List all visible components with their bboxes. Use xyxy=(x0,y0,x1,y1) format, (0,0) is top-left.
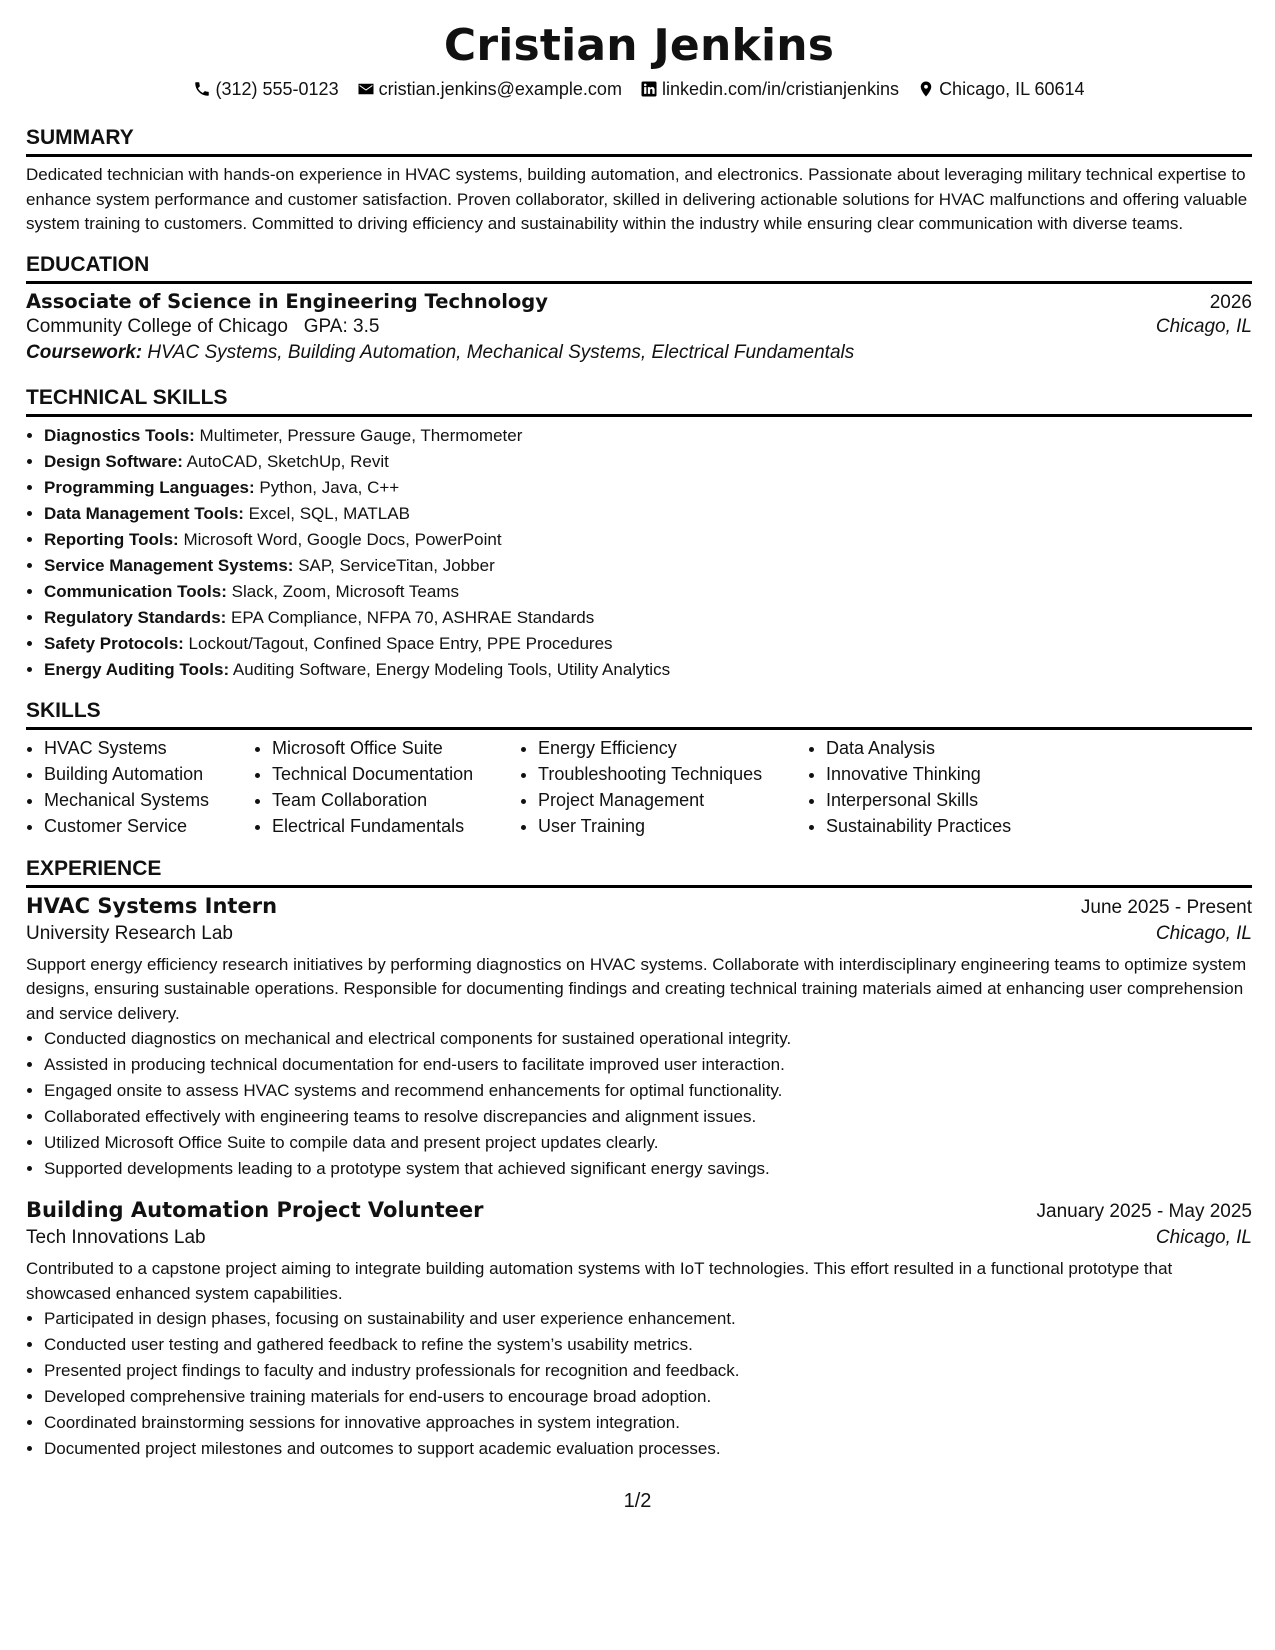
list-item: • Documented project milestones and outcomes to support academic evaluation processes. xyxy=(44,1436,1252,1462)
contact-email[interactable] xyxy=(357,76,622,102)
skills-column-3 xyxy=(520,735,808,839)
list-item xyxy=(44,631,1252,657)
job-location: Chicago, IL xyxy=(1155,1227,1252,1248)
list-item: • Developed comprehensive training materials for end-users to encourage broad adoption. xyxy=(44,1384,1252,1410)
experience-heading: EXPERIENCE xyxy=(26,855,1252,888)
list-item xyxy=(44,475,1252,501)
linkedin-icon xyxy=(640,80,658,98)
skills-column-1 xyxy=(26,735,254,839)
skills-heading: SKILLS xyxy=(26,697,1252,730)
job-title: Building Automation Project Volunteer xyxy=(26,1198,484,1222)
coursework xyxy=(26,342,1252,364)
job-dates: January 2025 - May 2025 xyxy=(1036,1201,1252,1222)
skills-section xyxy=(26,697,1252,839)
resume-page xyxy=(26,18,1252,1462)
skill-value: AutoCAD, SketchUp, Revit xyxy=(186,451,389,471)
list-item: • Building Automation xyxy=(44,761,254,787)
list-item: • Electrical Fundamentals xyxy=(272,813,520,839)
job-dates: June 2025 - Present xyxy=(1080,896,1252,918)
list-item xyxy=(44,579,1252,605)
experience-section xyxy=(26,855,1252,1463)
skill-label: Design Software: xyxy=(44,451,183,471)
job-header xyxy=(26,1198,1252,1223)
list-item: • Team Collaboration xyxy=(272,787,520,813)
skills-column-4 xyxy=(808,735,1086,839)
candidate-name: Cristian Jenkins xyxy=(443,20,835,71)
technical-skills-section xyxy=(26,384,1252,683)
list-item: • Troubleshooting Techniques xyxy=(538,761,808,787)
skill-value: Python, Java, C++ xyxy=(259,477,400,497)
skill-label: Data Management Tools: xyxy=(44,503,244,523)
skill-label: Communication Tools: xyxy=(44,581,227,601)
job-location: Chicago, IL xyxy=(1155,922,1252,944)
list-item: • Customer Service xyxy=(44,813,254,839)
degree-year: 2026 xyxy=(1209,291,1252,313)
job-bullets xyxy=(26,1026,1252,1182)
list-item: • Energy Efficiency xyxy=(538,735,808,761)
skill-label: Service Management Systems: xyxy=(44,555,294,575)
list-item xyxy=(44,449,1252,475)
list-item: • User Training xyxy=(538,813,808,839)
skill-value: EPA Compliance, NFPA 70, ASHRAE Standards xyxy=(231,607,595,627)
list-item: • Innovative Thinking xyxy=(826,761,1086,787)
list-item: • Sustainability Practices xyxy=(826,813,1086,839)
coursework-label: Coursework: xyxy=(26,341,143,363)
list-item: • Conducted user testing and gathered feedback to refine the system’s usability metrics. xyxy=(44,1332,1252,1358)
degree-row xyxy=(26,290,1252,314)
list-item xyxy=(44,423,1252,449)
list-item: • Utilized Microsoft Office Suite to compile data and present project updates clearly. xyxy=(44,1130,1252,1156)
job-org: Tech Innovations Lab xyxy=(26,1227,206,1248)
list-item xyxy=(44,527,1252,553)
school-row xyxy=(26,316,1252,338)
coursework-list: HVAC Systems, Building Automation, Mechanical Systems, Electrical Fundamentals xyxy=(147,341,855,363)
skills-column-2 xyxy=(254,735,520,839)
list-item: • Interpersonal Skills xyxy=(826,787,1086,813)
list-item: • Conducted diagnostics on mechanical and electrical components for sustained operational integrity. xyxy=(44,1026,1252,1052)
skill-value: Excel, SQL, MATLAB xyxy=(248,503,410,523)
job-org: University Research Lab xyxy=(26,922,233,944)
skills-grid xyxy=(26,735,1252,839)
skill-value: Auditing Software, Energy Modeling Tools, Utility Analytics xyxy=(232,659,671,679)
list-item xyxy=(44,553,1252,579)
summary-section xyxy=(26,124,1252,237)
job-description: Contributed to a capstone project aiming to integrate building automation systems with IoT technologies. This effort resulted in a functional prototype that showcased enhanced system capabilities. xyxy=(26,1259,1173,1303)
summary-heading: SUMMARY xyxy=(26,124,1252,157)
list-item: • Mechanical Systems xyxy=(44,787,254,813)
list-item: • Collaborated effectively with engineering teams to resolve discrepancies and alignment issues. xyxy=(44,1104,1252,1130)
page-number: 1/2 xyxy=(623,1490,652,1512)
contact-location xyxy=(917,76,1084,102)
list-item: • Assisted in producing technical documentation for end-users to facilitate improved user interaction. xyxy=(44,1052,1252,1078)
linkedin-text: linkedin.com/in/cristianjenkins xyxy=(661,79,900,99)
skill-value: SAP, ServiceTitan, Jobber xyxy=(298,555,495,575)
job-subheader xyxy=(26,923,1252,945)
list-item: • Participated in design phases, focusing on sustainability and user experience enhancement. xyxy=(44,1306,1252,1332)
list-item xyxy=(44,657,1252,683)
list-item: • Technical Documentation xyxy=(272,761,520,787)
list-item: • Microsoft Office Suite xyxy=(272,735,520,761)
list-item xyxy=(44,605,1252,631)
skill-value: Lockout/Tagout, Confined Space Entry, PPE Procedures xyxy=(188,633,613,653)
job-entry xyxy=(26,894,1252,1183)
list-item: • Presented project findings to faculty and industry professionals for recognition and feedback. xyxy=(44,1358,1252,1384)
list-item: • Project Management xyxy=(538,787,808,813)
skill-label: Energy Auditing Tools: xyxy=(44,659,230,679)
phone-icon xyxy=(193,80,211,98)
education-section xyxy=(26,251,1252,364)
education-heading: EDUCATION xyxy=(26,251,1252,284)
list-item: • Coordinated brainstorming sessions for innovative approaches in system integration. xyxy=(44,1410,1252,1436)
location-text: Chicago, IL 60614 xyxy=(939,79,1085,99)
list-item xyxy=(44,501,1252,527)
school-gpa: GPA: 3.5 xyxy=(303,315,380,337)
list-item: • Engaged onsite to assess HVAC systems and recommend enhancements for optimal functionality. xyxy=(44,1078,1252,1104)
phone-text: (312) 555-0123 xyxy=(215,79,339,99)
job-entry xyxy=(26,1198,1252,1462)
job-header xyxy=(26,894,1252,919)
skill-label: Programming Languages: xyxy=(44,477,255,497)
skill-label: Regulatory Standards: xyxy=(44,607,227,627)
school-location: Chicago, IL xyxy=(1155,315,1252,337)
school-info xyxy=(26,316,379,338)
envelope-icon xyxy=(357,80,375,98)
list-item: • HVAC Systems xyxy=(44,735,254,761)
school-name: Community College of Chicago xyxy=(26,315,288,337)
skill-label: Diagnostics Tools: xyxy=(44,425,195,445)
technical-skills-list xyxy=(26,423,1252,683)
list-item: • Supported developments leading to a prototype system that achieved significant energy savings. xyxy=(44,1156,1252,1182)
degree-title: Associate of Science in Engineering Technology xyxy=(26,289,548,313)
skill-value: Slack, Zoom, Microsoft Teams xyxy=(231,581,459,601)
email-text: cristian.jenkins@example.com xyxy=(378,79,622,99)
technical-skills-heading: TECHNICAL SKILLS xyxy=(26,384,1252,417)
skill-value: Multimeter, Pressure Gauge, Thermometer xyxy=(199,425,523,445)
job-title: HVAC Systems Intern xyxy=(26,893,278,918)
map-pin-icon xyxy=(917,80,935,98)
job-subheader xyxy=(26,1227,1252,1249)
list-item: • Data Analysis xyxy=(826,735,1086,761)
skill-value: Microsoft Word, Google Docs, PowerPoint xyxy=(183,529,502,549)
skill-label: Reporting Tools: xyxy=(44,529,179,549)
contact-bar xyxy=(26,76,1252,102)
job-bullets xyxy=(26,1306,1252,1462)
skill-label: Safety Protocols: xyxy=(44,633,184,653)
contact-linkedin[interactable] xyxy=(640,76,899,102)
summary-text: Dedicated technician with hands-on experience in HVAC systems, building automation, and electronics. Passionate about leveraging military technical expertise to enhance system performance and customer satisfaction. Proven collaborator, skilled in delivering actionable solutions for HVAC malfunctions and offering valuable system training to customers. Committed to driving efficiency and sustainability within the industry while ensuring clear communication with diverse teams. xyxy=(26,165,1248,233)
contact-phone[interactable] xyxy=(193,76,338,102)
job-description: Support energy efficiency research initiatives by performing diagnostics on HVAC systems. Collaborate with interdisciplinary engineering teams to optimize system designs, ensuring sustainable operations. Responsible for documenting findings and creating technical training materials aimed at enhancing user comprehension and service delivery. xyxy=(26,954,1247,1023)
